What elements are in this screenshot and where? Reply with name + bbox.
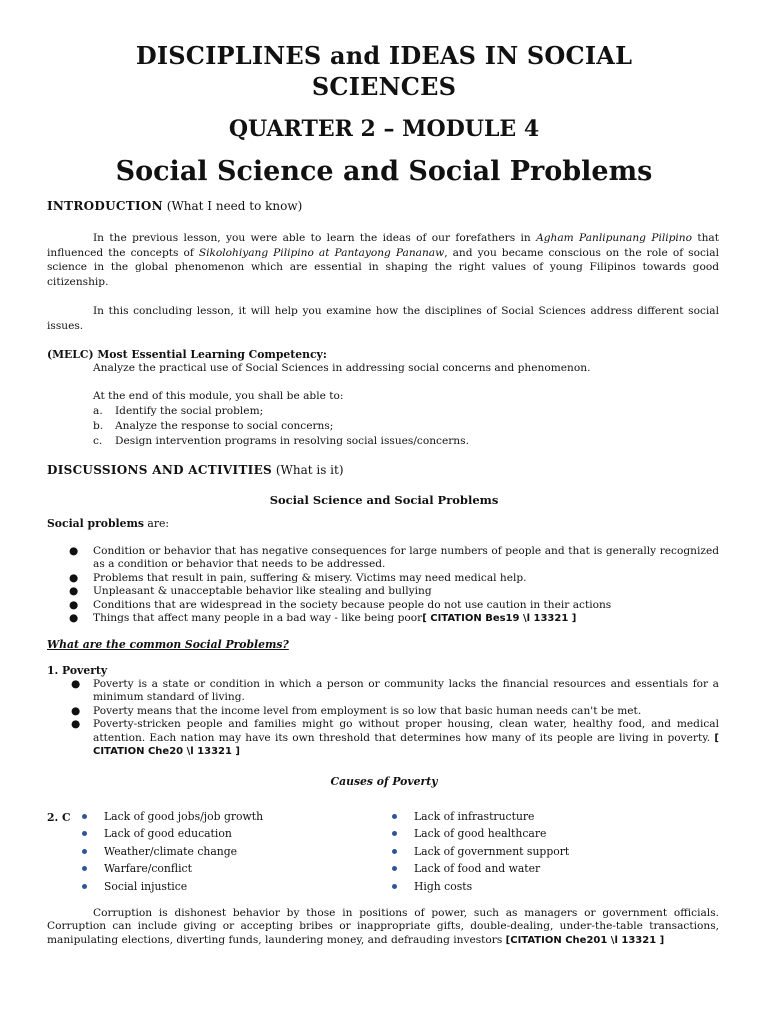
list-item-text: Problems that result in pain, suffering & misery. Victims may need medical help.: [93, 571, 527, 584]
list-item-text: Conditions that are widespread in the society because people do not use caution in their actions: [93, 598, 612, 611]
cause-item: [78, 878, 263, 895]
cause-text: Social injustice: [104, 879, 188, 893]
cause-item: [78, 825, 263, 842]
bullet-icon: [392, 831, 397, 836]
bullet-icon: ●: [69, 571, 79, 584]
social-problems-rest: are:: [144, 517, 170, 530]
corruption-text: Corruption is dishonest behavior by those in positions of power, such as managers or government officials. Corruption can include giving or accepting bribes or inappropriate gifts, double-dealing, under-the-table transactions, manipulating elections, diverting funds, laundering money, and defrauding investors: [47, 907, 719, 946]
introduction-heading: [47, 198, 302, 214]
citation: [ CITATION Bes19 \l 13321 ]: [422, 613, 577, 625]
list-item: [47, 545, 719, 572]
objective-item: [93, 434, 469, 449]
citation: [ CITATION Che20 \l 13321 ]: [93, 732, 719, 758]
intro-p2-text: In this concluding lesson, it will help you examine how the disciplines of Social Sciences address different social issues.: [47, 305, 719, 332]
list-item-text: Poverty is a state or condition in which a person or community lacks the financial resources and essentials for a minimum standard of living.: [93, 678, 719, 704]
causes-list-right: [388, 808, 569, 895]
intro-p1-text-a: In the previous lesson, you were able to learn the ideas of our forefathers in: [93, 232, 537, 244]
bullet-icon: [392, 814, 397, 819]
bullet-icon: ●: [69, 612, 79, 625]
cause-item: [388, 860, 569, 877]
bullet-icon: [82, 849, 87, 854]
bullet-icon: [82, 814, 87, 819]
cause-text: Lack of good jobs/job growth: [104, 810, 264, 823]
objective-letter: c.: [93, 435, 103, 447]
poverty-heading: 1. Poverty: [47, 664, 108, 677]
melc-text: Analyze the practical use of Social Sciences in addressing social concerns and phenomenon.: [93, 362, 591, 374]
cause-item: [388, 878, 569, 895]
bullet-icon: [82, 866, 87, 871]
poverty-list: [69, 678, 719, 758]
cause-item: [78, 860, 263, 877]
bullet-icon: [82, 884, 87, 889]
section-center-title: Social Science and Social Problems: [269, 493, 499, 507]
list-item-text: Unpleasant & unacceptable behavior like stealing and bullying: [93, 585, 432, 598]
corruption-paragraph: [47, 907, 719, 947]
common-problems-question: What are the common Social Problems?: [47, 638, 289, 651]
cause-text: Weather/climate change: [104, 844, 238, 858]
cause-text: Lack of good education: [104, 827, 232, 841]
social-problems-label: [47, 517, 169, 530]
cause-item: [78, 808, 263, 825]
list-item-text: Things that affect many people in a bad way - like being poor: [93, 612, 423, 625]
bullet-icon: ●: [71, 718, 81, 731]
list-item: [47, 585, 719, 598]
list-item-text: Condition or behavior that has negative consequences for large numbers of people and that is generally recognized as a condition or behavior that needs to be addressed.: [93, 545, 719, 571]
cause-text: Lack of government support: [414, 844, 570, 858]
causes-of-poverty-title: Causes of Poverty: [330, 775, 438, 788]
bullet-icon: ●: [69, 598, 79, 611]
list-item: [69, 705, 719, 718]
introduction-paragraph-2: [47, 304, 719, 333]
intro-p1-text-b: that influenced the concepts of: [47, 232, 719, 259]
objective-text: Identify the social problem;: [115, 405, 264, 417]
social-problems-bold: Social problems: [47, 517, 144, 530]
objective-text: Analyze the response to social concerns;: [115, 420, 334, 432]
cause-text: Lack of infrastructure: [414, 810, 535, 823]
list-item: [47, 599, 719, 612]
melc-heading: (MELC) Most Essential Learning Competency:: [47, 348, 327, 361]
objective-text: Design intervention programs in resolving social issues/concerns.: [115, 435, 469, 447]
cause-item: [78, 843, 263, 860]
objective-item: [93, 404, 469, 419]
introduction-paragraph-1: [47, 231, 719, 289]
cause-text: High costs: [414, 879, 473, 893]
cause-text: Lack of good healthcare: [414, 827, 547, 841]
lesson-title: Social Science and Social Problems: [115, 156, 653, 187]
intro-p1-text-c: , and you became conscious on the role of social science in the global phenomenon which are essential in shaping the right values of young Filipinos towards good citizenship.: [47, 246, 719, 288]
objective-letter: b.: [93, 420, 104, 432]
cause-item: [388, 808, 569, 825]
bullet-icon: [392, 849, 397, 854]
discussions-heading: [47, 462, 344, 478]
list-item-text: Poverty-stricken people and families might go without proper housing, clean water, healthy food, and medical attention. Each nation may have its own threshold that determines how many of its people are living in poverty.: [93, 718, 719, 744]
document-title: DISCIPLINES and IDEAS IN SOCIAL SCIENCES: [135, 41, 633, 101]
objectives-intro: At the end of this module, you shall be able to:: [93, 390, 344, 402]
cause-text: Lack of food and water: [414, 862, 541, 876]
objectives-list: [93, 404, 469, 449]
bullet-icon: ●: [71, 678, 81, 690]
cause-text: Warfare/conflict: [104, 862, 192, 876]
bullet-icon: ●: [71, 704, 81, 717]
bullet-icon: [392, 884, 397, 889]
intro-p1-italic-1: Agham Panlipunang Pilipino: [536, 232, 692, 244]
bullet-icon: [82, 831, 87, 836]
social-problems-list: [47, 545, 719, 625]
intro-p1-italic-2: Sikolohiyang Pilipino at Pantayong Pananaw: [198, 246, 445, 259]
discussions-subtitle: (What is it): [275, 463, 344, 477]
list-item-text: Poverty means that the income level from employment is so low that basic human needs can't be met.: [93, 704, 642, 717]
list-item: [47, 612, 719, 625]
citation: [CITATION Che201 \l 13321 ]: [505, 934, 665, 946]
quarter-module-heading: QUARTER 2 – MODULE 4: [228, 116, 540, 142]
list-item: [69, 718, 719, 758]
cause-item: [388, 843, 569, 860]
bullet-icon: ●: [69, 585, 79, 598]
objective-letter: a.: [93, 405, 103, 417]
bullet-icon: [392, 866, 397, 871]
list-item: [69, 678, 719, 705]
introduction-label: INTRODUCTION: [47, 199, 163, 213]
cause-item: [388, 825, 569, 842]
item-2-heading: 2. C: [47, 811, 71, 824]
list-item: [47, 572, 719, 585]
discussions-label: DISCUSSIONS AND ACTIVITIES: [47, 463, 272, 477]
bullet-icon: ●: [69, 545, 79, 557]
objective-item: [93, 419, 469, 434]
introduction-subtitle: (What I need to know): [166, 199, 303, 213]
causes-list-left: [78, 808, 263, 895]
